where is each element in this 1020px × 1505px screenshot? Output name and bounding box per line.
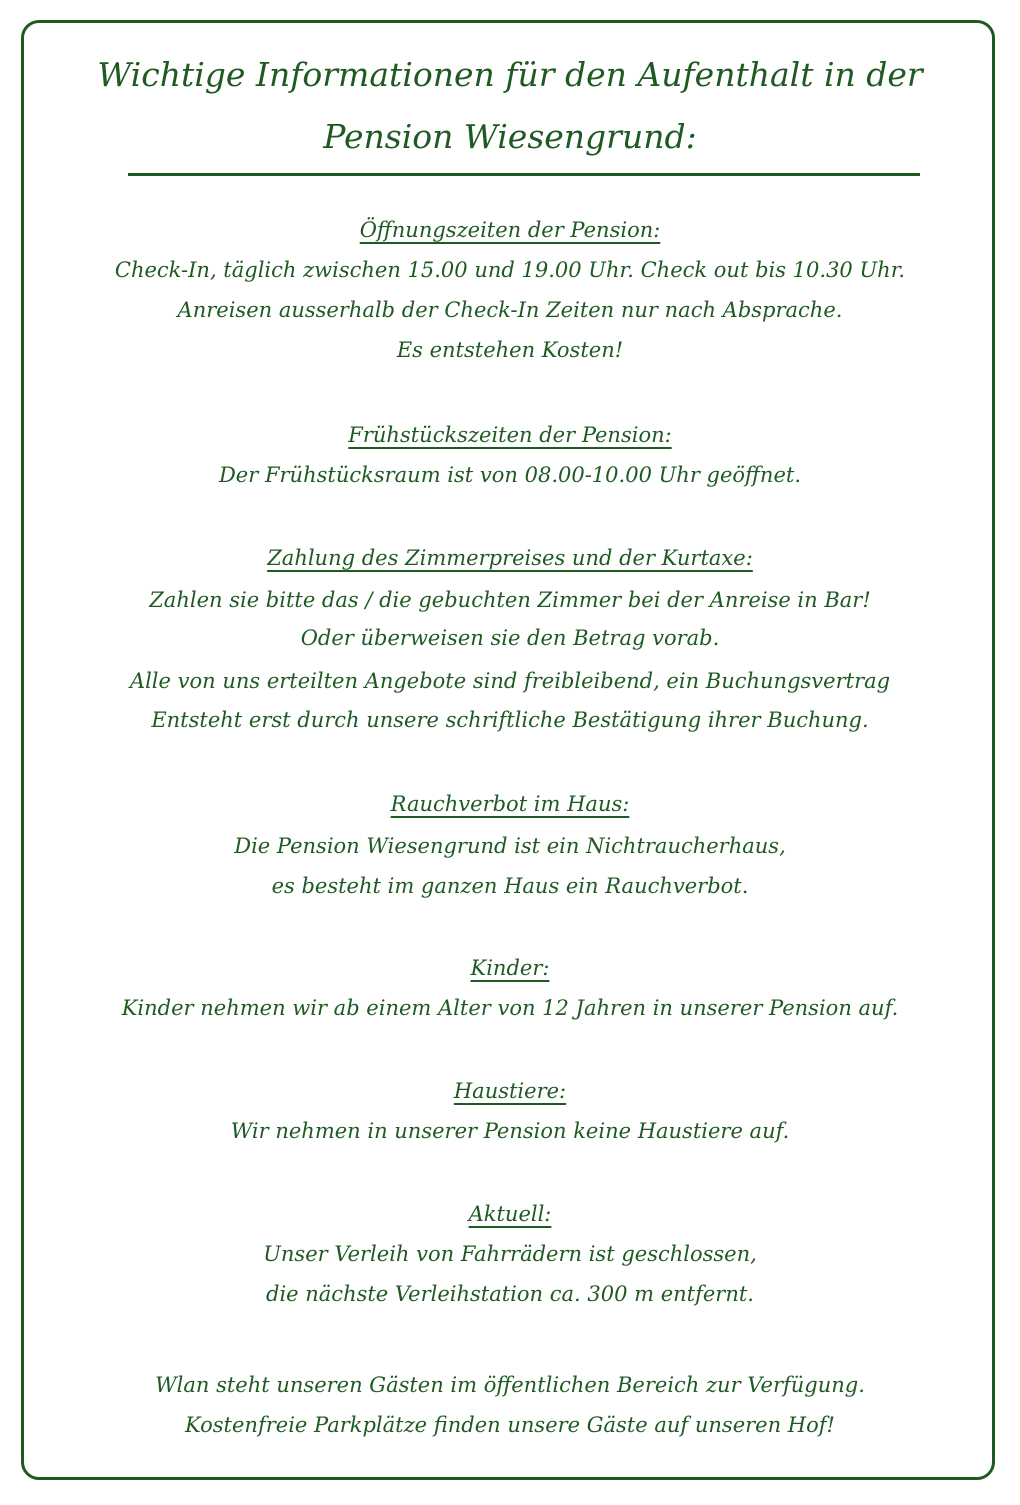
smoking-line: Die Pension Wiesengrund ist ein Nichtraucherhaus, — [234, 834, 786, 858]
footer-parking-line: Kostenfreie Parkplätze finden unsere Gäste auf unseren Hof! — [185, 1413, 835, 1437]
section-heading-breakfast: Frühstückszeiten der Pension: — [348, 423, 672, 447]
section-heading-children: Kinder: — [470, 956, 550, 980]
section-heading-opening-hours: Öffnungszeiten der Pension: — [359, 218, 661, 242]
opening-hours-line: Anreisen ausserhalb der Check-In Zeiten nur nach Absprache. — [177, 298, 843, 322]
section-heading-current: Aktuell: — [468, 1202, 552, 1226]
section-heading-smoking: Rauchverbot im Haus: — [390, 792, 630, 816]
page-title-line-1: Wichtige Informationen für den Aufenthalt in der — [97, 55, 923, 94]
current-line: Unser Verleih von Fahrrädern ist geschlossen, — [263, 1242, 757, 1266]
page-title-line-2: Pension Wiesengrund: — [323, 117, 697, 156]
opening-hours-line: Es entstehen Kosten! — [396, 338, 624, 362]
payment-line: Alle von uns erteilten Angebote sind freibleibend, ein Buchungsvertrag — [129, 669, 891, 693]
children-line: Kinder nehmen wir ab einem Alter von 12 Jahren in unserer Pension auf. — [121, 996, 899, 1020]
pets-line: Wir nehmen in unserer Pension keine Haustiere auf. — [230, 1119, 790, 1143]
footer-wifi-line: Wlan steht unseren Gästen im öffentlichen Bereich zur Verfügung. — [155, 1373, 865, 1397]
payment-line: Oder überweisen sie den Betrag vorab. — [300, 626, 720, 650]
smoking-line: es besteht im ganzen Haus ein Rauchverbot. — [271, 874, 749, 898]
section-heading-pets: Haustiere: — [453, 1079, 567, 1103]
section-heading-payment: Zahlung des Zimmerpreises und der Kurtaxe: — [267, 546, 753, 570]
payment-line: Zahlen sie bitte das / die gebuchten Zimmer bei der Anreise in Bar! — [149, 588, 871, 612]
breakfast-line: Der Frühstücksraum ist von 08.00-10.00 Uhr geöffnet. — [218, 463, 802, 487]
opening-hours-line: Check-In, täglich zwischen 15.00 und 19.00 Uhr. Check out bis 10.30 Uhr. — [114, 258, 906, 282]
current-line: die nächste Verleihstation ca. 300 m entfernt. — [266, 1282, 754, 1306]
title-divider — [128, 173, 920, 176]
payment-line: Entsteht erst durch unsere schriftliche Bestätigung ihrer Buchung. — [151, 708, 869, 732]
